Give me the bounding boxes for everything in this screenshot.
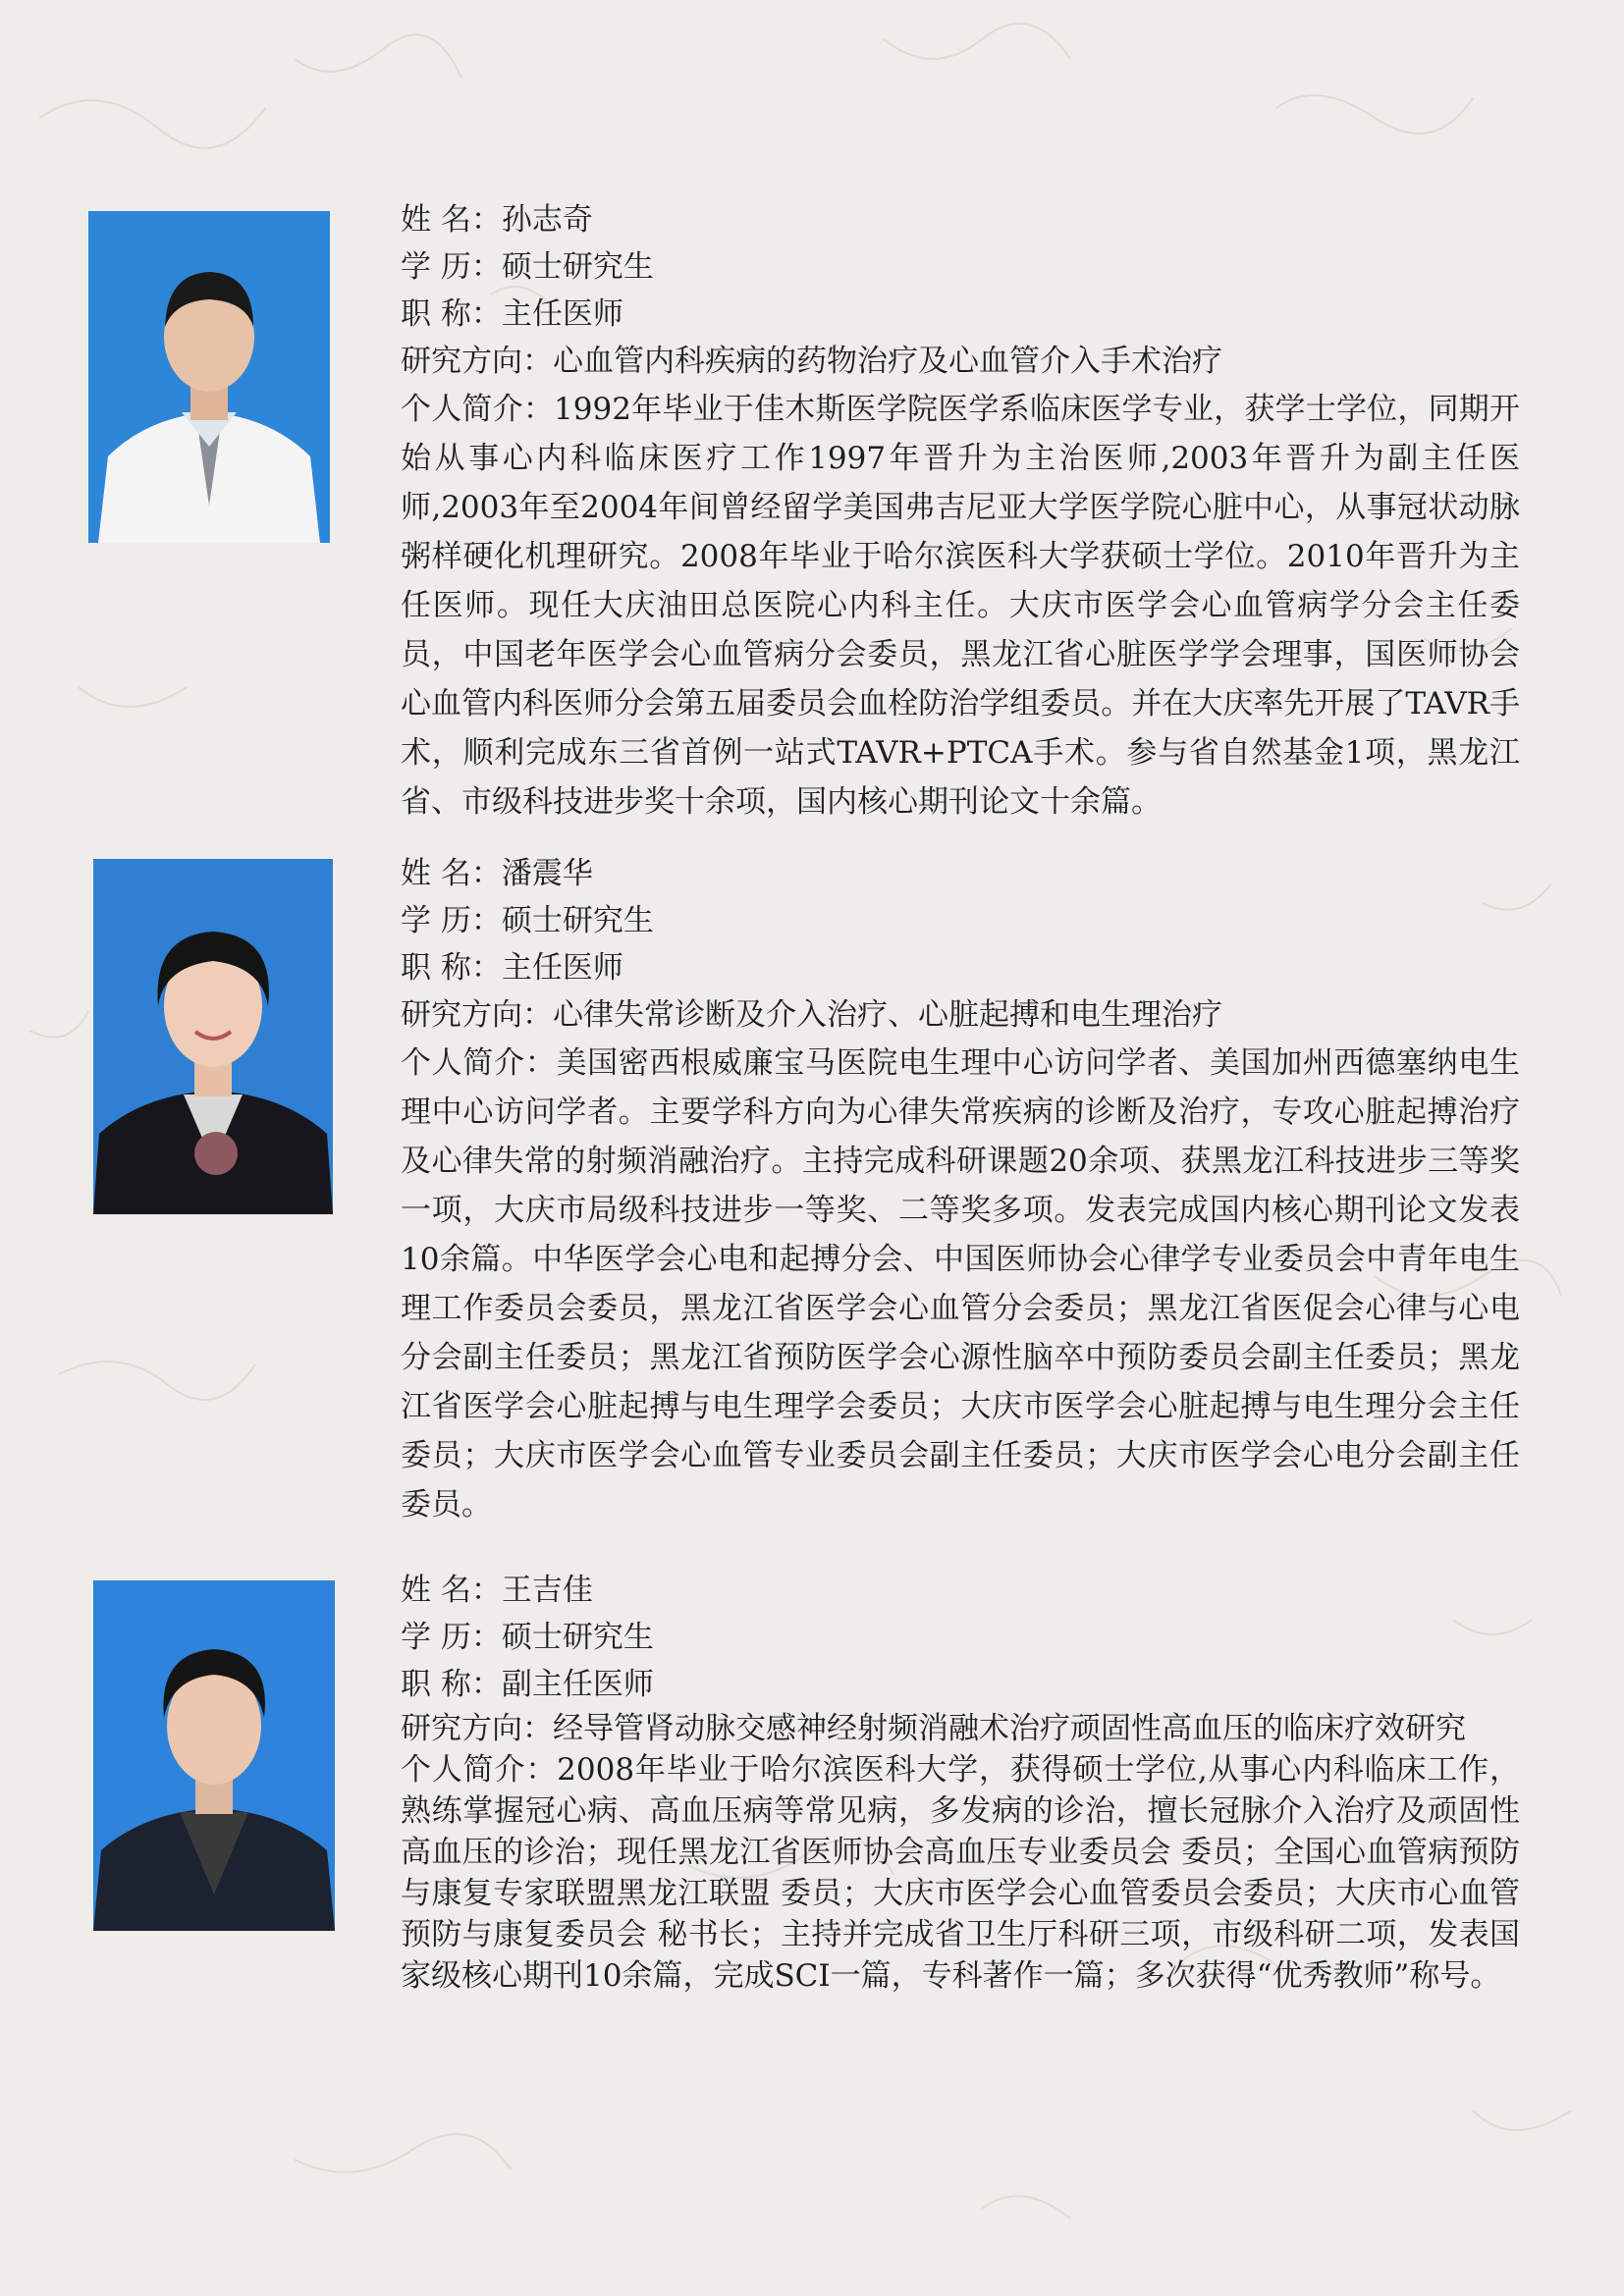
portrait-photo (93, 859, 333, 1214)
education-label: 学 历： (401, 1620, 502, 1655)
name-label: 姓 名： (401, 202, 502, 238)
portrait-photo (93, 1580, 335, 1931)
education-value: 硕士研究生 (501, 903, 654, 938)
research-row (401, 1708, 1520, 1749)
title-label: 职 称： (401, 296, 502, 332)
research-row (401, 338, 1520, 385)
education-row (401, 897, 1520, 944)
education-value: 硕士研究生 (501, 249, 654, 285)
research-label: 研究方向： (401, 344, 553, 379)
name-row (401, 196, 1520, 243)
title-label: 职 称： (401, 950, 502, 986)
profile-text (401, 850, 1520, 1529)
portrait-image (88, 211, 330, 543)
bio-paragraph (401, 1749, 1520, 1997)
title-label: 职 称： (401, 1667, 502, 1702)
education-label: 学 历： (401, 903, 502, 938)
research-label: 研究方向： (401, 1711, 553, 1746)
bio-paragraph (401, 385, 1520, 827)
education-value: 硕士研究生 (501, 1620, 654, 1655)
bio-paragraph (401, 1039, 1520, 1529)
name-label: 姓 名： (401, 1573, 502, 1608)
name-label: 姓 名： (401, 856, 502, 891)
name-value: 王吉佳 (501, 1573, 593, 1608)
title-row (401, 944, 1520, 991)
portrait-image (93, 1580, 335, 1931)
research-value: 经导管肾动脉交感神经射频消融术治疗顽固性高血压的临床疗效研究 (553, 1711, 1466, 1746)
name-value: 潘震华 (501, 856, 593, 891)
title-row (401, 1661, 1520, 1708)
title-value: 主任医师 (501, 950, 623, 986)
bio-label: 个人简介： (401, 1752, 558, 1788)
education-row (401, 1614, 1520, 1661)
name-row (401, 1567, 1520, 1614)
bio-value: 1992年毕业于佳木斯医学院医学系临床医学专业，获学士学位，同期开始从事心内科临床医疗工作1997年晋升为主治医师,2003年晋升为副主任医师,2003年至2004年间曾经留学美国弗吉尼亚大学医学院心脏中心，从事冠状动脉粥样硬化机理研究。2008年毕业于哈尔滨医科大学获硕士学位。2010年晋升为主任医师。现任大庆油田总医院心内科主任。大庆市医学会心血管病学分会主任委员，中国老年医学会心血管病分会委员，黑龙江省心脏医学学会理事，国医师协会心血管内科医师分会第五届委员会血栓防治学组委员。并在大庆率先开展了TAVR手术，顺利完成东三省首例一站式TAVR+PTCA手术。参与省自然基金1项，黑龙江省、市级科技进步奖十余项，国内核心期刊论文十余篇。 (401, 392, 1521, 820)
research-label: 研究方向： (401, 997, 553, 1033)
education-row (401, 243, 1520, 291)
bio-label: 个人简介： (401, 392, 555, 427)
title-value: 副主任医师 (501, 1667, 654, 1702)
title-row (401, 291, 1520, 338)
research-value: 心律失常诊断及介入治疗、心脏起搏和电生理治疗 (553, 997, 1222, 1033)
research-value: 心血管内科疾病的药物治疗及心血管介入手术治疗 (553, 344, 1222, 379)
bio-label: 个人简介： (401, 1045, 557, 1081)
name-row (401, 850, 1520, 897)
name-value: 孙志奇 (501, 202, 593, 238)
education-label: 学 历： (401, 249, 502, 285)
bio-value: 2008年毕业于哈尔滨医科大学，获得硕士学位,从事心内科临床工作，熟练掌握冠心病、高血压病等常见病，多发病的诊治，擅长冠脉介入治疗及顽固性高血压的诊治；现任黑龙江省医师协会高血压专业委员会 委员；全国心血管病预防与康复专家联盟黑龙江联盟 委员；大庆市医学会心血管委员会委员；大庆市心血管预防与康复委员会 秘书长；主持并完成省卫生厅科研三项，市级科研二项，发表国家级核心期刊10余篇，完成SCI一篇，专科著作一篇；多次获得“优秀教师”称号。 (401, 1752, 1520, 1994)
profile-text (401, 196, 1520, 827)
profile-text (401, 1567, 1520, 1997)
bio-value: 美国密西根威廉宝马医院电生理中心访问学者、美国加州西德塞纳电生理中心访问学者。主要学科方向为心律失常疾病的诊断及治疗，专攻心脏起搏治疗及心律失常的射频消融治疗。主持完成科研课题20余项、获黑龙江科技进步三等奖一项，大庆市局级科技进步一等奖、二等奖多项。发表完成国内核心期刊论文发表10余篇。中华医学会心电和起搏分会、中国医师协会心律学专业委员会中青年电生理工作委员会委员，黑龙江省医学会心血管分会委员；黑龙江省医促会心律与心电分会副主任委员；黑龙江省预防医学会心源性脑卒中预防委员会副主任委员；黑龙江省医学会心脏起搏与电生理学会委员；大庆市医学会心脏起搏与电生理分会主任委员；大庆市医学会心血管专业委员会副主任委员；大庆市医学会心电分会副主任委员。 (401, 1045, 1521, 1522)
research-row (401, 991, 1520, 1039)
portrait-image (93, 859, 333, 1214)
portrait-photo (88, 211, 330, 543)
title-value: 主任医师 (501, 296, 623, 332)
